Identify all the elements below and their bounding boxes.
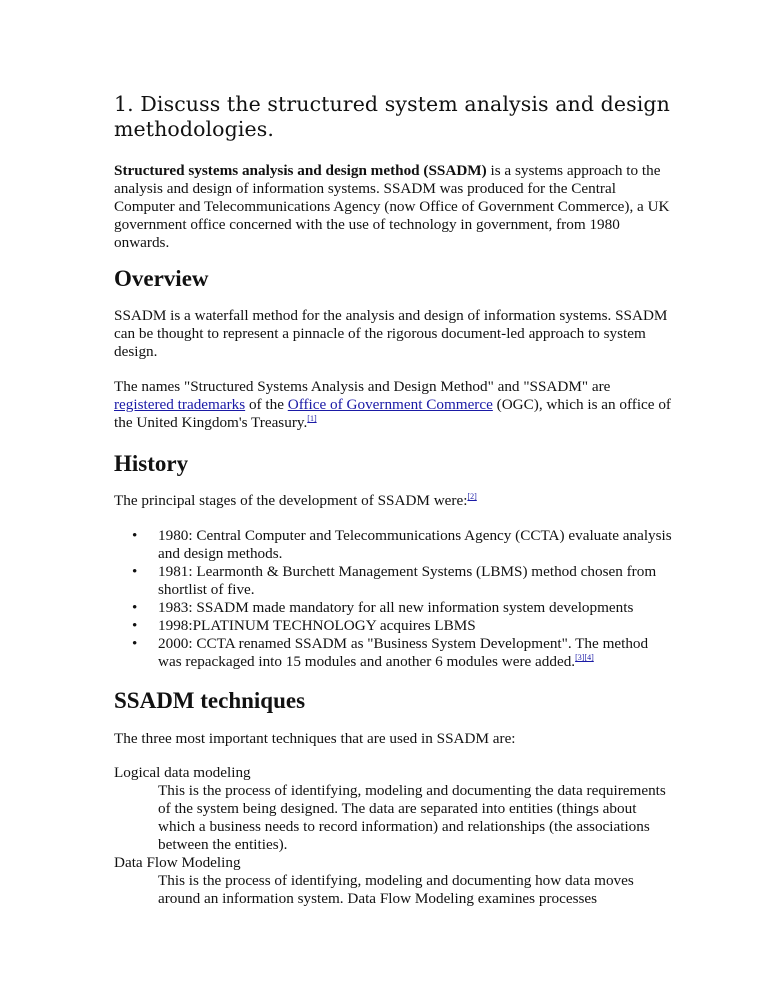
technique-term: Data Flow Modeling (114, 854, 241, 871)
technique-description: This is the process of identifying, modeling and documenting how data moves around an information system. Data Flow Modeling examines processes (158, 872, 634, 907)
list-item (114, 563, 674, 599)
intro-paragraph (114, 162, 674, 252)
bullet-icon: • (132, 617, 138, 634)
history-list (114, 527, 674, 671)
intro-text: is a systems approach to the analysis and design of information systems. SSADM was produced for the Central Computer and Telecommunications Agency (now Office of Government Commerce), a UK government office concerned with the use of technology in government, from 1980 onwards. (114, 162, 670, 251)
list-item-text: 1980: Central Computer and Telecommunications Agency (CCTA) evaluate analysis and design methods. (158, 527, 672, 562)
reference-2-link[interactable]: [2] (467, 491, 477, 501)
list-item-text: 1998:PLATINUM TECHNOLOGY acquires LBMS (158, 617, 476, 634)
document-title: 1. Discuss the structured system analysis and design methodologies. (114, 92, 670, 141)
registered-trademarks-link[interactable]: registered trademarks (114, 396, 246, 413)
bullet-icon: • (132, 527, 138, 544)
techniques-list (114, 764, 674, 908)
technique-term: Logical data modeling (114, 764, 251, 781)
list-item (114, 599, 674, 617)
ogc-link[interactable]: Office of Government Commerce (287, 396, 493, 413)
overview-text-start: The names "Structured Systems Analysis and Design Method" and "SSADM" are (114, 378, 611, 395)
techniques-intro: The three most important techniques that are used in SSADM are: (114, 730, 516, 747)
history-heading: History (114, 451, 189, 476)
list-item-text: 2000: CCTA renamed SSADM as "Business System Development". The method was repackaged into 15 modules and another 6 modules were added. (158, 635, 649, 670)
reference-3-4-link[interactable]: [3][4] (575, 652, 594, 662)
list-item-text: 1981: Learmonth & Burchett Management Systems (LBMS) method chosen from shortlist of five. (158, 563, 657, 598)
history-intro (114, 492, 674, 510)
overview-text-mid: of the (245, 396, 288, 413)
overview-text-end: (OGC), which is an office of the United Kingdom's Treasury. (114, 396, 671, 431)
list-item (114, 617, 674, 635)
overview-paragraph-1: SSADM is a waterfall method for the analysis and design of information systems. SSADM can be thought to represent a pinnacle of the rigorous document-led approach to system design. (114, 307, 668, 360)
overview-paragraph-2 (114, 378, 674, 432)
reference-1-link[interactable]: [1] (307, 413, 317, 423)
bullet-icon: • (132, 563, 138, 580)
list-item-text: 1983: SSADM made mandatory for all new information system developments (158, 599, 634, 616)
bullet-icon: • (132, 635, 138, 652)
list-item (114, 527, 674, 563)
list-item (114, 635, 674, 671)
techniques-heading: SSADM techniques (114, 688, 306, 713)
technique-description: This is the process of identifying, modeling and documenting the data requirements of the system being designed. The data are separated into entities (things about which a business needs to record information) and relationships (the associations between the entities). (158, 782, 666, 853)
overview-heading: Overview (114, 266, 209, 291)
bullet-icon: • (132, 599, 138, 616)
history-intro-text: The principal stages of the development of SSADM were: (114, 492, 468, 509)
intro-bold-term: Structured systems analysis and design method (SSADM) (114, 162, 487, 179)
